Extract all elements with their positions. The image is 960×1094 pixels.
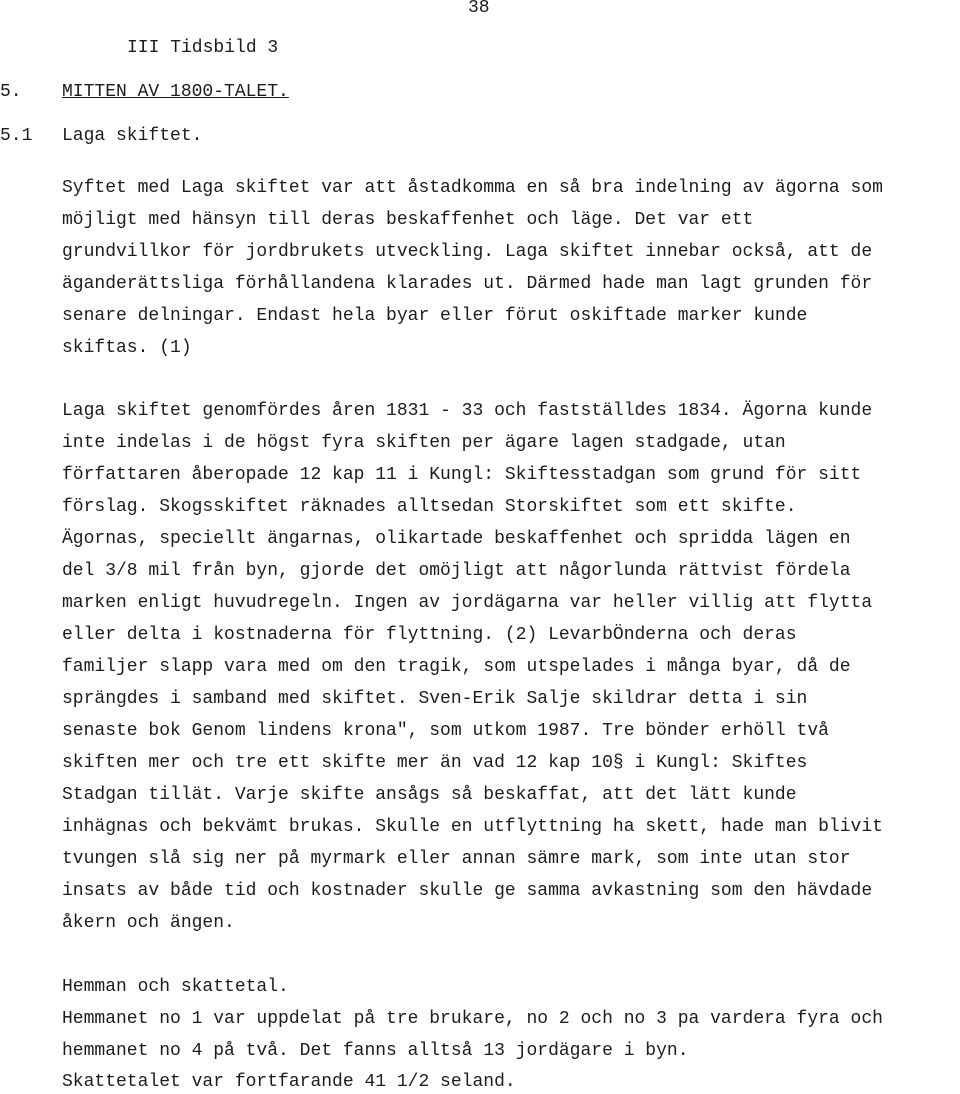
subsection-number: 5.1 — [0, 126, 33, 146]
subsection-title: Laga skiftet. — [62, 126, 203, 146]
paragraph-line: möjligt med hänsyn till deras beskaffenhet och läge. Det var ett — [62, 210, 754, 230]
paragraph-line: Stadgan tillät. Varje skifte ansågs så beskaffat, att det lätt kunde — [62, 785, 797, 805]
paragraph-line: författaren åberopade 12 kap 11 i Kungl: Skiftesstadgan som grund för sitt — [62, 465, 862, 485]
paragraph-line: familjer slapp vara med om den tragik, som utspelades i många byar, då de — [62, 657, 851, 677]
paragraph-line: skiften mer och tre ett skifte mer än vad 12 kap 10§ i Kungl: Skiftes — [62, 753, 808, 773]
paragraph-line: hemmanet no 4 på två. Det fanns alltså 13 jordägare i byn. — [62, 1041, 689, 1061]
paragraph-line: grundvillkor för jordbrukets utveckling. Laga skiftet innebar också, att de — [62, 242, 873, 262]
paragraph-line: senaste bok Genom lindens krona", som utkom 1987. Tre bönder erhöll två — [62, 721, 829, 741]
section-heading: Hemman och skattetal. — [62, 977, 289, 997]
paragraph-line: del 3/8 mil från byn, gjorde det omöjligt att någorlunda rättvist fördela — [62, 561, 851, 581]
paragraph-line: insats av både tid och kostnader skulle ge samma avkastning som den hävdade — [62, 881, 873, 901]
paragraph-line: Skattetalet var fortfarande 41 1/2 seland. — [62, 1072, 516, 1092]
paragraph-line: Hemmanet no 1 var uppdelat på tre brukare, no 2 och no 3 pa vardera fyra och — [62, 1009, 883, 1029]
paragraph-line: eller delta i kostnaderna för flyttning. (2) LevarbÖnderna och deras — [62, 625, 797, 645]
paragraph-line: åkern och ängen. — [62, 913, 235, 933]
paragraph-line: marken enligt huvudregeln. Ingen av jordägarna var heller villig att flytta — [62, 593, 873, 613]
paragraph-line: förslag. Skogsskiftet räknades alltsedan Storskiftet som ett skifte. — [62, 497, 797, 517]
section-number: 5. — [0, 82, 22, 102]
section-title: MITTEN AV 1800-TALET. — [62, 82, 289, 102]
paragraph-line: senare delningar. Endast hela byar eller förut oskiftade marker kunde — [62, 306, 808, 326]
paragraph-line: sprängdes i samband med skiftet. Sven-Erik Salje skildrar detta i sin — [62, 689, 808, 709]
paragraph-line: Laga skiftet genomfördes åren 1831 - 33 och fastställdes 1834. Ägorna kunde — [62, 401, 873, 421]
paragraph-line: tvungen slå sig ner på myrmark eller annan sämre mark, som inte utan stor — [62, 849, 851, 869]
paragraph-line: äganderättsliga förhållandena klarades ut. Därmed hade man lagt grunden för — [62, 274, 873, 294]
page-number: 38 — [468, 0, 490, 18]
paragraph-line: skiftas. (1) — [62, 338, 192, 358]
paragraph-line: inhägnas och bekvämt brukas. Skulle en utflyttning ha skett, hade man blivit — [62, 817, 883, 837]
paragraph-line: Ägornas, speciellt ängarnas, olikartade beskaffenhet och spridda lägen en — [62, 529, 851, 549]
paragraph-line: inte indelas i de högst fyra skiften per ägare lagen stadgade, utan — [62, 433, 786, 453]
chapter-title: III Tidsbild 3 — [127, 38, 279, 58]
paragraph-line: Syftet med Laga skiftet var att åstadkomma en så bra indelning av ägorna som — [62, 178, 883, 198]
